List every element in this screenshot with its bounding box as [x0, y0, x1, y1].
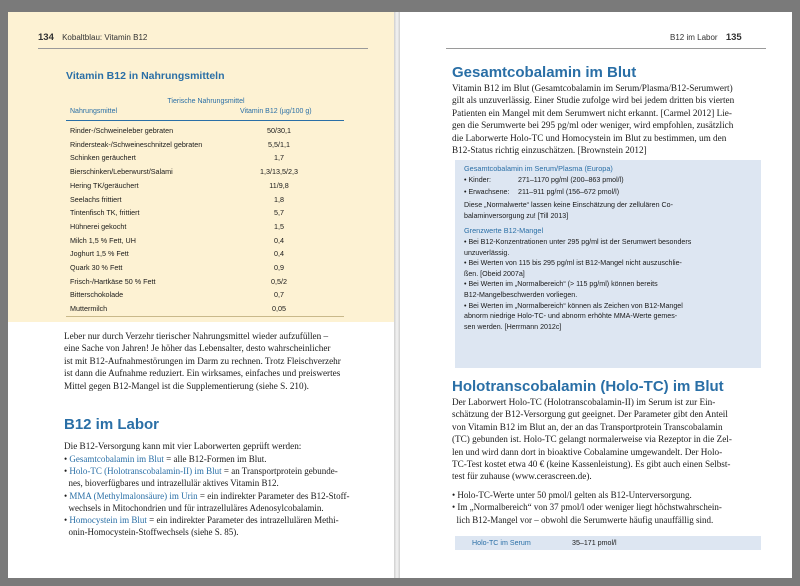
- list-text: nes, bioverfügbares und intrazellulär aktives Vitamin B12.: [68, 478, 279, 489]
- food-name: Quark 30 % Fett: [70, 263, 123, 272]
- food-name: Hühnerei gekocht: [70, 221, 127, 231]
- left-page-header: [38, 32, 147, 43]
- right-running-head: B12 im Labor: [670, 33, 718, 42]
- table-row: [70, 206, 342, 220]
- table-header-rule: [66, 120, 344, 121]
- table-row: [70, 275, 342, 289]
- b12-value: 0,9: [274, 263, 284, 272]
- holo-tc-paragraph: [452, 396, 766, 483]
- table-row: [70, 151, 342, 165]
- holo-tc-bullets: [452, 489, 768, 526]
- text-line: Der Laborwert Holo-TC (Holotranscobalamin-II) im Serum ist zur Ein-: [452, 397, 716, 407]
- food-name: Milch 1,5 % Fett, UH: [70, 235, 136, 245]
- table-title: Vitamin B12 in Nahrungsmitteln: [66, 70, 225, 82]
- text-line: • Im „Normalbereich“ von 37 pmol/l oder weniger liegt höchstwahrschein-: [452, 502, 722, 513]
- b12-value: 1,7: [274, 153, 284, 163]
- column-header-value: Vitamin B12 (µg/100 g): [240, 108, 312, 115]
- holo-tc-serum-label: Holo-TC im Serum: [472, 539, 531, 547]
- labor-list: [64, 453, 374, 538]
- b12-value: 11/9,8: [269, 180, 289, 190]
- text-line: abnorm niedrige Holo-TC- und abnorm erhöhte MMA-Werte gemes-: [464, 312, 678, 321]
- text-line: B12-Status richtig einzuschätzen. [Brownstein 2012]: [452, 145, 647, 156]
- food-name: Rinder-/Schweineleber gebraten: [70, 126, 174, 135]
- table-bottom-rule: [66, 316, 344, 317]
- table-row: [70, 179, 342, 193]
- gesamtcobalamin-heading: Gesamtcobalamin im Blut: [452, 64, 637, 81]
- b12-value: 5,7: [274, 208, 284, 218]
- b12-value: 5,5/1,1: [268, 139, 290, 149]
- grenzwerte-list: [464, 237, 758, 332]
- text-line: • Bei B12-Konzentrationen unter 295 pg/ml ist der Serumwert besonders: [464, 238, 692, 246]
- table-row: [70, 165, 342, 179]
- text-line: TC-Test kostet etwa 40 € (keine Kassenleistung). Es gibt auch einen Selbst-: [452, 459, 731, 470]
- food-name: Tintenfisch TK, frittiert: [70, 208, 140, 218]
- intro-line: ist mit B12-Aufnahmestörungen im Darm zu rechnen. Trotz Fleischverzehr: [64, 355, 341, 366]
- table-row: [70, 138, 342, 152]
- list-item: • Gesamtcobalamin im Blut = alle B12-Formen im Blut.: [64, 454, 267, 464]
- list-term: Holo-TC (Holotranscobalamin-II) im Blut: [69, 466, 222, 477]
- holo-tc-serum-value: 35–171 pmol/l: [572, 539, 617, 547]
- b12-value: 1,3/13,5/2,3: [260, 167, 298, 177]
- b12-value: 1,5: [274, 221, 284, 231]
- food-name: Muttermilch: [70, 304, 108, 314]
- table-row: [70, 234, 342, 248]
- food-name: Frisch-/Hartkäse 50 % Fett: [70, 276, 156, 286]
- table-row: [70, 247, 342, 261]
- b12-value: 0,7: [274, 290, 284, 300]
- text-line: • Bei Werten im „Normalbereich“ können als Zeichen von B12-Mangel: [464, 301, 683, 310]
- list-text: = alle B12-Formen im Blut.: [163, 454, 267, 464]
- food-name: Bierschinken/Leberwurst/Salami: [70, 167, 173, 177]
- text-line: lich B12-Mangel vor – obwohl die Serumwerte häufig unauffällig sind.: [456, 514, 714, 525]
- left-header-rule: [38, 48, 368, 49]
- text-line: • Holo-TC-Werte unter 50 pmol/l gelten als B12-Unterversorgung.: [452, 490, 692, 500]
- right-page-header: [670, 32, 742, 43]
- text-line: len und wird dann dort in bioaktive Cobalamine umgewandelt. Der Holo-: [452, 446, 723, 457]
- food-name: Schinken geräuchert: [70, 153, 136, 163]
- list-item: • Holo-TC (Holotranscobalamin-II) im Blut = an Transportprotein gebunde- nes, bioverfügbares und intrazellulär aktives Vitamin B12.: [64, 466, 338, 489]
- text-line: (TC) gebunden ist. Holo-TC gelangt normalerweise via Rezeptor in die Zel-: [452, 434, 732, 445]
- list-item: • MMA (Methylmalonsäure) im Urin = ein indirekter Parameter des B12-Stoff- wechsels in Mitochondrien und für intrazelluläres Adenosylcobalamin.: [64, 490, 350, 513]
- text-line: Vitamin B12 im Blut (Gesamtcobalamin im Serum/Plasma/B12-Serumwert): [452, 83, 733, 93]
- b12-value: 0,4: [274, 249, 284, 259]
- labor-intro: Die B12-Versorgung kann mit vier Laborwerten geprüft werden:: [64, 441, 302, 451]
- text-line: von Vitamin B12 im Blut an, der an das Transportprotein Transcobalamin: [452, 421, 723, 432]
- food-name: Bitterschokolade: [70, 290, 124, 300]
- table-row: [70, 288, 342, 302]
- intro-paragraph: [64, 330, 364, 392]
- text-line: unzuverlässig.: [464, 248, 510, 257]
- food-name: Joghurt 1,5 % Fett: [70, 249, 129, 259]
- text-line: ßen. [Obeid 2007a]: [464, 269, 525, 278]
- b12-value: 50/30,1: [267, 126, 291, 135]
- table-row: [70, 220, 342, 234]
- b12-value: 0,05: [272, 304, 286, 314]
- table-row: [70, 193, 342, 207]
- text-line: gen die Serumwerte bei 295 pg/ml oder weniger, wird empfohlen, zusätzlich: [452, 120, 734, 131]
- left-page: [8, 12, 394, 578]
- list-text: = ein indirekter Parameter des B12-Stoff-: [197, 490, 350, 501]
- text-line: • Bei Werten im „Normalbereich“ (> 115 pg/ml) können bereits: [464, 280, 658, 289]
- list-text: = an Transportprotein gebunde-: [221, 466, 338, 477]
- text-line: Patienten ein Mangel mit dem Serumwert nicht erkannt. [Carmel 2012] Lie-: [452, 107, 732, 118]
- right-page-number: 135: [725, 32, 742, 43]
- list-term: Homocystein im Blut: [69, 515, 147, 526]
- list-term: MMA (Methylmalonsäure) im Urin: [69, 490, 198, 501]
- food-name: Rindersteak-/Schweineschnitzel gebraten: [70, 139, 203, 149]
- box-heading-serum: Gesamtcobalamin im Serum/Plasma (Europa): [464, 164, 613, 173]
- labor-heading: B12 im Labor: [64, 416, 160, 433]
- text-line: sen werden. [Herrmann 2012c]: [464, 322, 562, 331]
- food-name: Seelachs frittiert: [70, 194, 122, 204]
- column-header-food: Nahrungsmittel: [70, 108, 118, 115]
- list-text: onin-Homocystein-Stoffwechsels (siehe S. 85).: [68, 527, 239, 538]
- box-note: [464, 200, 756, 221]
- list-text: wechsels in Mitochondrien und für intrazelluläres Adenosylcobalamin.: [68, 502, 324, 513]
- gesamtcobalamin-paragraph: [452, 82, 766, 156]
- intro-line: ist dann die Aufnahme reduziert. Ein wirksames, einfaches und preiswertes: [64, 368, 341, 379]
- kinder-label: • Kinder:: [464, 176, 491, 184]
- b12-value: 0,5/2: [271, 276, 287, 286]
- holo-tc-heading: Holotranscobalamin (Holo-TC) im Blut: [452, 378, 724, 395]
- intro-line: Mittel gegen B12-Mangel ist die Supplementierung (siehe S. 210).: [64, 380, 309, 391]
- text-line: • Bei Werten von 115 bis 295 pg/ml ist B12-Mangel nicht auszuschlie-: [464, 259, 682, 268]
- text-line: die Laborwerte Holo-TC und Homocystein im Blut zu bestimmen, um den: [452, 132, 727, 143]
- b12-value: 0,4: [274, 235, 284, 245]
- text-line: test für zuhause (www.cerascreen.de).: [452, 471, 592, 482]
- list-item: • Homocystein im Blut = ein indirekter Parameter des intrazellulären Methi- onin-Homocystein-Stoffwechsels (siehe S. 85).: [64, 515, 339, 538]
- list-text: = ein indirekter Parameter des intrazellulären Methi-: [146, 515, 339, 526]
- right-page: [400, 12, 792, 578]
- erwachsene-label: • Erwachsene:: [464, 188, 510, 196]
- left-page-number: 134: [38, 32, 54, 43]
- kinder-value: 271–1170 pg/ml (200–863 pmol/l): [518, 176, 624, 184]
- table-row: [70, 124, 342, 138]
- right-header-rule: [446, 48, 766, 49]
- text-line: balaminversorgung zu! [Till 2013]: [464, 211, 569, 220]
- list-term: Gesamtcobalamin im Blut: [69, 454, 164, 464]
- table-row: [70, 302, 342, 316]
- erwachsene-value: 211–911 pg/ml (156–672 pmol/l): [518, 188, 620, 196]
- text-line: B12-Mangelbeschwerden vorliegen.: [464, 290, 578, 299]
- b12-value: 1,8: [274, 194, 284, 204]
- left-running-head: Kobaltblau: Vitamin B12: [62, 33, 148, 42]
- text-line: gilt als unzuverlässig. Einer Studie zufolge wird bei jedem dritten bis vierten: [452, 95, 735, 106]
- intro-line: Leber nur durch Verzehr tierischer Nahrungsmittel wieder aufzufüllen –: [64, 331, 329, 341]
- text-line: Diese „Normalwerte“ lassen keine Einschätzung der zellulären Co-: [464, 201, 673, 209]
- food-name: Hering TK/geräuchert: [70, 180, 139, 190]
- box-heading-grenzwerte: Grenzwerte B12-Mangel: [464, 226, 544, 235]
- table-subtitle: Tierische Nahrungsmittel: [167, 98, 245, 105]
- table-row: [70, 261, 342, 275]
- intro-line: eine Sache von Jahren! Je höher das Lebensalter, desto wahrscheinlicher: [64, 343, 331, 354]
- text-line: schätzung der B12-Versorgung gut geeignet. Der Parameter gibt den Anteil: [452, 409, 728, 420]
